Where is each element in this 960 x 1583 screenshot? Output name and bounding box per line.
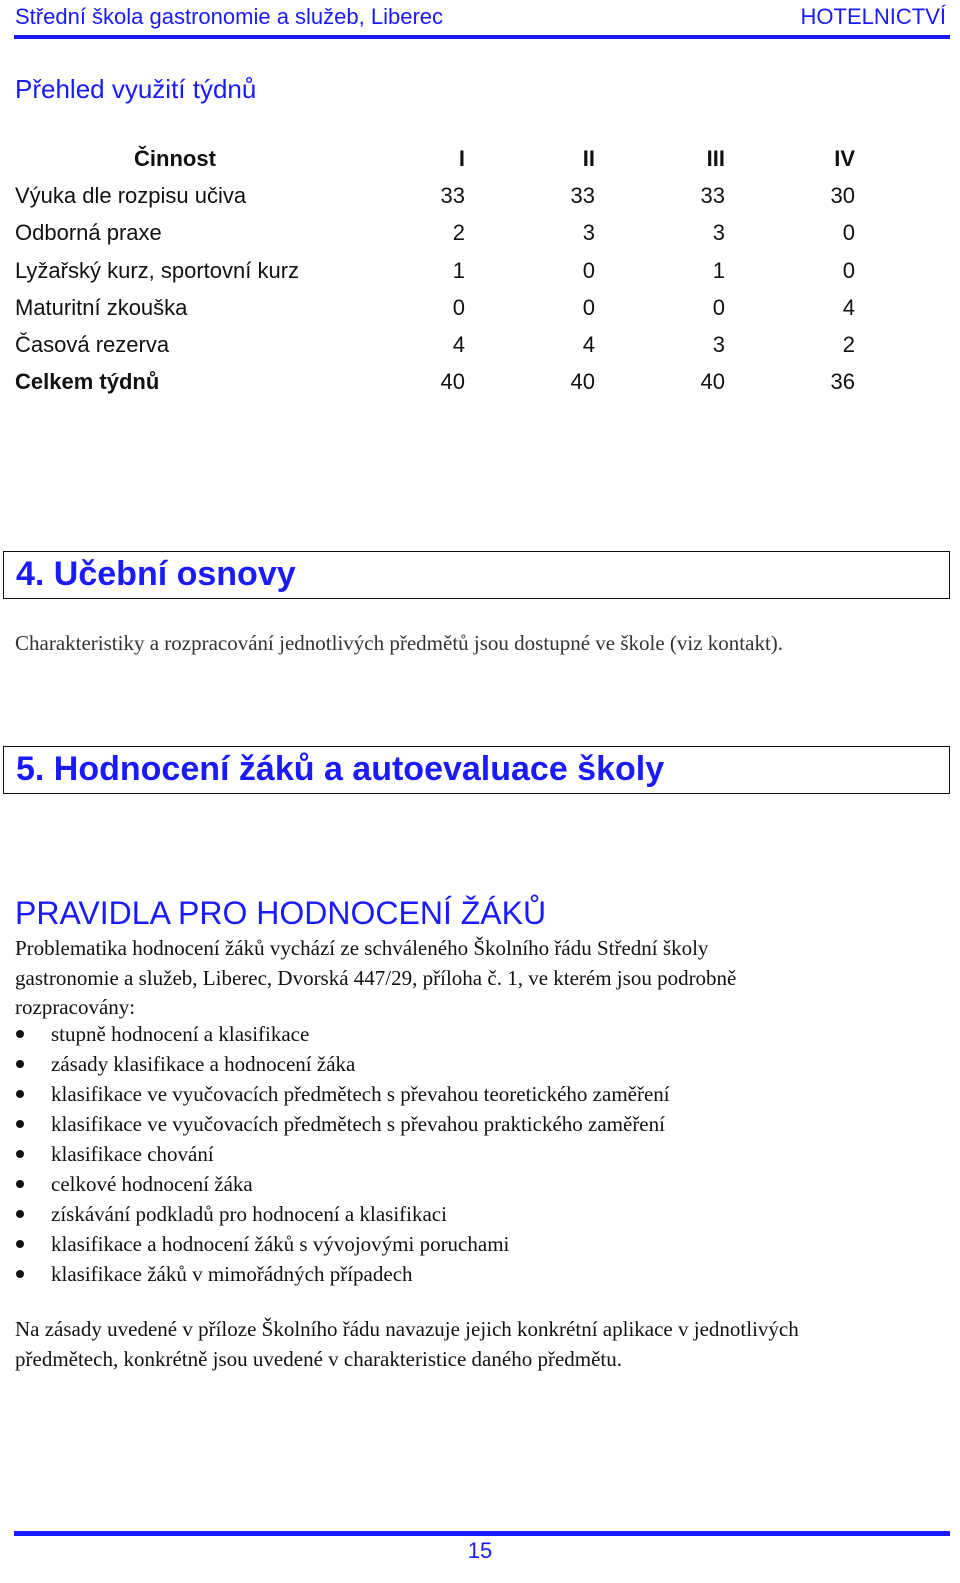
cell-value: 2 — [842, 332, 855, 358]
header-rule — [14, 35, 950, 39]
cell-value: 1 — [712, 257, 725, 283]
cell-value: 3 — [712, 332, 725, 358]
cell-value: 0 — [582, 257, 595, 283]
cell-value: 40 — [700, 369, 725, 395]
row-label: Lyžařský kurz, sportovní kurz — [15, 257, 300, 283]
row-label: Celkem týdnů — [15, 369, 160, 395]
table-row — [15, 215, 855, 252]
bullet-icon — [16, 1180, 24, 1188]
row-label: Maturitní zkouška — [15, 294, 188, 320]
chapter-5-heading-box — [3, 746, 950, 794]
cell-value: 0 — [582, 294, 595, 320]
list-item — [15, 1019, 670, 1049]
cell-value: 33 — [570, 182, 595, 208]
list-item-text: klasifikace chování — [51, 1142, 214, 1166]
intro-line: Problematika hodnocení žáků vychází ze schváleného Školního řádu Střední školy — [15, 936, 709, 960]
cell-value: 30 — [830, 182, 855, 208]
cell-value: 0 — [712, 294, 725, 320]
list-item — [15, 1049, 670, 1079]
cell-value: 3 — [712, 220, 725, 246]
column-header-year-3: III — [706, 145, 725, 171]
list-item-text: zásady klasifikace a hodnocení žáka — [51, 1052, 356, 1076]
column-header-year-2: II — [582, 145, 595, 171]
list-item-text: klasifikace a hodnocení žáků s vývojovými poruchami — [51, 1232, 510, 1256]
bullet-icon — [16, 1150, 24, 1158]
bullet-icon — [16, 1270, 24, 1278]
closing-line: Na zásady uvedené v příloze Školního řádu navazuje jejich konkrétní aplikace v jednotlivých — [15, 1317, 799, 1341]
list-item — [15, 1109, 670, 1139]
weeks-table-header-row — [15, 140, 855, 177]
assessment-closing — [15, 1315, 799, 1374]
list-item-text: klasifikace ve vyučovacích předmětech s převahou praktického zaměření — [51, 1112, 665, 1136]
list-item — [15, 1259, 670, 1289]
bullet-icon — [16, 1120, 24, 1128]
column-header-year-1: I — [458, 145, 465, 171]
intro-line: rozpracovány: — [15, 995, 136, 1019]
bullet-icon — [16, 1090, 24, 1098]
cell-value: 0 — [452, 294, 465, 320]
cell-value: 2 — [452, 220, 465, 246]
list-item-text: klasifikace žáků v mimořádných případech — [51, 1262, 413, 1286]
cell-value: 3 — [582, 220, 595, 246]
chapter-5-title: 5. Hodnocení žáků a autoevaluace školy — [16, 750, 665, 788]
list-item-text: získávání podkladů pro hodnocení a klasifikaci — [51, 1202, 447, 1226]
column-header-year-4: IV — [834, 145, 855, 171]
list-item-text: celkové hodnocení žáka — [51, 1172, 253, 1196]
cell-value: 4 — [582, 332, 595, 358]
cell-value: 36 — [830, 369, 855, 395]
bullet-icon — [16, 1060, 24, 1068]
cell-value: 33 — [440, 182, 465, 208]
table-row — [15, 289, 855, 326]
cell-value: 4 — [452, 332, 465, 358]
list-item — [15, 1199, 670, 1229]
footer-rule — [14, 1531, 950, 1536]
intro-line: gastronomie a služeb, Liberec, Dvorská 447/29, příloha č. 1, ve kterém jsou podrobně — [15, 965, 737, 990]
assessment-criteria-list — [15, 1019, 670, 1289]
assessment-intro — [15, 934, 736, 1023]
list-item-text: klasifikace ve vyučovacích předmětech s převahou teoretického zaměření — [51, 1082, 670, 1106]
chapter-4-heading-box — [3, 551, 950, 599]
chapter-4-title: 4. Učební osnovy — [16, 555, 296, 593]
cell-value: 0 — [842, 220, 855, 246]
list-item — [15, 1229, 670, 1259]
table-row-total — [15, 364, 855, 401]
list-item — [15, 1169, 670, 1199]
bullet-icon — [16, 1030, 24, 1038]
chapter-4-text: Charakteristiky a rozpracování jednotlivých předmětů jsou dostupné ve škole (viz kontakt). — [15, 631, 784, 655]
table-row — [15, 177, 855, 214]
table-row — [15, 326, 855, 363]
cell-value: 33 — [700, 182, 725, 208]
list-item — [15, 1139, 670, 1169]
closing-line: předmětech, konkrétně jsou uvedené v charakteristice daného předmětu. — [15, 1346, 623, 1371]
cell-value: 0 — [842, 257, 855, 283]
table-row — [15, 252, 855, 289]
weeks-overview-title: Přehled využití týdnů — [15, 74, 257, 104]
cell-value: 4 — [842, 294, 855, 320]
cell-value: 40 — [440, 369, 465, 395]
bullet-icon — [16, 1240, 24, 1248]
assessment-rules-heading: PRAVIDLA PRO HODNOCENÍ ŽÁKŮ — [15, 895, 547, 931]
list-item-text: stupně hodnocení a klasifikace — [51, 1022, 310, 1046]
weeks-table — [15, 140, 855, 401]
cell-value: 1 — [452, 257, 465, 283]
row-label: Výuka dle rozpisu učiva — [15, 182, 247, 208]
page-number: 15 — [467, 1538, 493, 1563]
cell-value: 40 — [570, 369, 595, 395]
header-school-name: Střední škola gastronomie a služeb, Liberec — [15, 4, 444, 29]
row-label: Odborná praxe — [15, 220, 162, 246]
column-header-activity: Činnost — [134, 145, 216, 171]
header-program-name: HOTELNICTVÍ — [800, 4, 946, 29]
row-label: Časová rezerva — [15, 332, 170, 358]
bullet-icon — [16, 1210, 24, 1218]
list-item — [15, 1079, 670, 1109]
